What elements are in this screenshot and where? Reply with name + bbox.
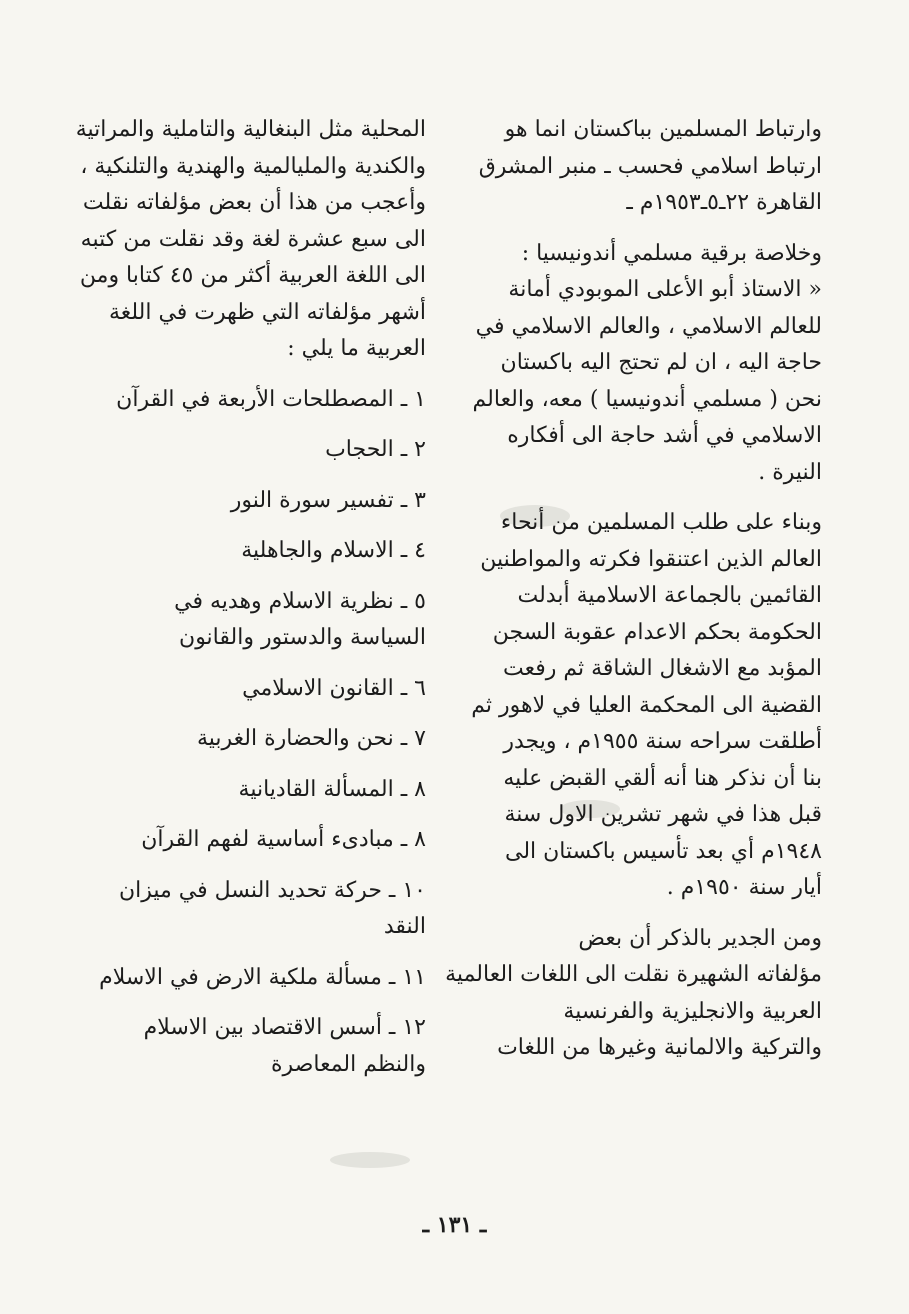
list-item-text: والنظم المعاصرة — [271, 1051, 426, 1077]
text-line: أيار سنة ١٩٥٠م . — [666, 875, 822, 900]
list-item-text: ٣ ـ تفسير سورة النور — [230, 487, 426, 513]
text-line: العالم الذين اعتنقوا فكرته والمواطنين — [480, 546, 822, 572]
text-line: القضية الى المحكمة العليا في لاهور ثم — [471, 692, 822, 718]
text-line: الى سبع عشرة لغة وقد نقلت من كتبه — [80, 226, 426, 252]
list-item-text: ١١ ـ مسألة ملكية الارض في الاسلام — [99, 964, 426, 990]
text-line: والكندية والمليالمية والهندية والتلنكية ، — [80, 153, 426, 179]
list-item-text: ٥ ـ نظرية الاسلام وهديه في — [174, 588, 426, 614]
text-line: المؤبد مع الاشغال الشاقة ثم رفعت — [503, 656, 822, 681]
text-line: وأعجب من هذا أن بعض مؤلفاته نقلت — [82, 190, 426, 215]
list-item — [96, 432, 426, 469]
list-item — [96, 584, 426, 657]
text-line: الاسلامي في أشد حاجة الى أفكاره — [507, 423, 822, 448]
list-item-text: ٨ ـ مبادىء أساسية لفهم القرآن — [141, 827, 426, 852]
page-number: ـ ١٣١ ـ — [422, 1212, 487, 1238]
text-line: ومن الجدير بالذكر أن بعض — [578, 925, 822, 951]
list-item — [96, 382, 426, 419]
text-line: وخلاصة برقية مسلمي أندونيسيا : — [521, 240, 822, 266]
text-line: ١٩٤٨م أي بعد تأسيس باكستان الى — [505, 838, 822, 864]
text-line: وبناء على طلب المسلمين من أنحاء — [500, 510, 822, 535]
text-line: العربية والانجليزية والفرنسية — [563, 998, 822, 1024]
paragraph — [470, 505, 822, 907]
text-line: العربية ما يلي : — [287, 336, 426, 361]
text-line: قبل هذا في شهر تشرين الاول سنة — [504, 802, 822, 827]
text-line: أشهر مؤلفاته التي ظهرت في اللغة — [108, 299, 426, 325]
text-line: « الاستاذ أبو الأعلى الموبودي أمانة — [508, 277, 822, 302]
text-line: مؤلفاته الشهيرة نقلت الى اللغات العالمية — [445, 962, 822, 987]
text-line: ارتباط اسلامي فحسب ـ منبر المشرق — [478, 153, 822, 179]
text-line: الى اللغة العربية أكثر من ٤٥ كتابا ومن — [79, 263, 426, 288]
list-item-text: ٨ ـ المسألة القاديانية — [238, 776, 426, 802]
list-item-text: ١ ـ المصطلحات الأربعة في القرآن — [116, 386, 426, 412]
text-line: والتركية والالمانية وغيرها من اللغات — [497, 1035, 822, 1060]
list-item-text: ٦ ـ القانون الاسلامي — [242, 675, 426, 701]
list-item — [96, 772, 426, 809]
list-item — [96, 483, 426, 520]
list-item-text: ١٠ ـ حركة تحديد النسل في ميزان — [118, 877, 426, 903]
text-line: وارتباط المسلمين بباكستان انما هو — [504, 117, 822, 142]
list-item-text: السياسة والدستور والقانون — [179, 625, 426, 650]
list-item — [96, 1010, 426, 1083]
list-item — [96, 671, 426, 708]
text-line: القاهرة ٢٢ـ٥ـ١٩٥٣م ـ — [626, 190, 822, 215]
paper-stain — [330, 1152, 410, 1168]
text-line: النيرة . — [758, 459, 822, 485]
text-line: بنا أن نذكر هنا أنه ألقي القبض عليه — [503, 765, 822, 791]
text-line: نحن ( مسلمي أندونيسيا ) معه، والعالم — [472, 386, 822, 412]
list-item — [96, 822, 426, 859]
paragraph — [470, 112, 822, 222]
text-line: الحكومة بحكم الاعدام عقوبة السجن — [492, 619, 822, 645]
text-line: للعالم الاسلامي ، والعالم الاسلامي في — [475, 313, 822, 339]
list-item-text: ٤ ـ الاسلام والجاهلية — [241, 538, 426, 563]
text-line: حاجة اليه ، ان لم تحتج اليه باكستان — [500, 350, 822, 375]
text-line: المحلية مثل البنغالية والتاملية والمراتية — [75, 117, 426, 142]
list-item — [96, 721, 426, 758]
list-item — [96, 873, 426, 946]
paragraph — [470, 236, 822, 492]
right-column — [445, 112, 822, 1075]
paragraph — [75, 112, 426, 368]
list-item-text: ٢ ـ الحجاب — [325, 437, 426, 462]
list-item-text: النقد — [383, 914, 426, 939]
text-line: أطلقت سراحه سنة ١٩٥٥م ، ويجدر — [503, 729, 822, 754]
paragraph — [445, 921, 822, 1067]
list-item — [96, 533, 426, 570]
text-line: القائمين بالجماعة الاسلامية أبدلت — [517, 583, 822, 608]
list-item-text: ١٢ ـ أسس الاقتصاد بين الاسلام — [143, 1015, 426, 1040]
left-column — [75, 112, 426, 1097]
list-item-text: ٧ ـ نحن والحضارة الغربية — [196, 726, 426, 751]
list-item — [96, 960, 426, 997]
